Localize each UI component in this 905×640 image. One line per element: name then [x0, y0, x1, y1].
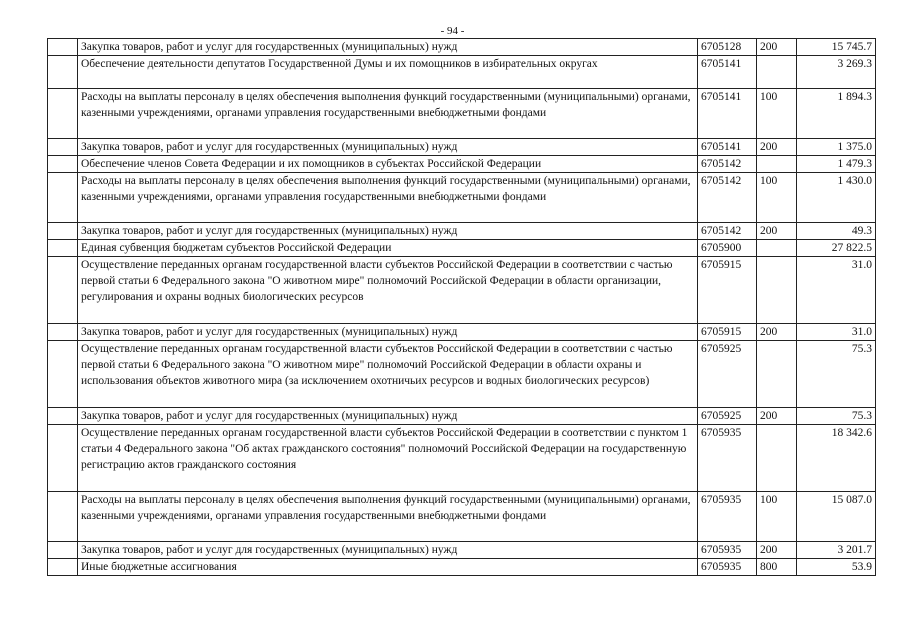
table-row [48, 408, 876, 425]
target-article-code-cell: 6705141 [698, 89, 757, 139]
target-article-code-cell: 6705142 [698, 156, 757, 173]
table-row [48, 425, 876, 492]
table-row [48, 324, 876, 341]
expense-name-cell: Расходы на выплаты персоналу в целях обеспечения выполнения функций государственными (муниципальными) органами, казенными учреждениями, органами управления государственными внебюджетными фондами [78, 89, 698, 139]
expense-name-cell: Осуществление переданных органам государственной власти субъектов Российской Федерации в соответствии с частью первой статьи 6 Федерального закона "О животном мире" полномочий Российской Федерации в области организации, регулирования и охраны водных биологических ресурсов [78, 257, 698, 324]
expense-type-cell: 200 [757, 542, 797, 559]
table-row [48, 156, 876, 173]
target-article-code-cell: 6705925 [698, 408, 757, 425]
expense-name-cell: Обеспечение деятельности депутатов Государственной Думы и их помощников в избирательных округах [78, 56, 698, 89]
row-blank-cell [48, 139, 78, 156]
page-number: - 94 - [440, 25, 465, 37]
row-blank-cell [48, 341, 78, 408]
table-row [48, 223, 876, 240]
table-row [48, 542, 876, 559]
amount-cell: 31.0 [797, 257, 876, 324]
table-row [48, 89, 876, 139]
expense-name-cell: Единая субвенция бюджетам субъектов Российской Федерации [78, 240, 698, 257]
expense-name-cell: Закупка товаров, работ и услуг для государственных (муниципальных) нужд [78, 39, 698, 56]
expense-name-cell: Осуществление переданных органам государственной власти субъектов Российской Федерации в соответствии с пунктом 1 статьи 4 Федерального закона "Об актах гражданского состояния" полномочий Российской Федерации на государственную регистрацию актов гражданского состояния [78, 425, 698, 492]
target-article-code-cell: 6705935 [698, 559, 757, 576]
amount-cell: 27 822.5 [797, 240, 876, 257]
target-article-code-cell: 6705142 [698, 173, 757, 223]
table-row [48, 56, 876, 89]
table-row [48, 39, 876, 56]
expense-type-cell: 800 [757, 559, 797, 576]
amount-cell: 1 430.0 [797, 173, 876, 223]
amount-cell: 3 269.3 [797, 56, 876, 89]
table-row [48, 559, 876, 576]
expense-name-cell: Закупка товаров, работ и услуг для государственных (муниципальных) нужд [78, 223, 698, 240]
expense-type-cell: 200 [757, 39, 797, 56]
expense-type-cell: 100 [757, 173, 797, 223]
amount-cell: 75.3 [797, 408, 876, 425]
amount-cell: 49.3 [797, 223, 876, 240]
amount-cell: 3 201.7 [797, 542, 876, 559]
row-blank-cell [48, 542, 78, 559]
expense-name-cell: Закупка товаров, работ и услуг для государственных (муниципальных) нужд [78, 408, 698, 425]
amount-cell: 18 342.6 [797, 425, 876, 492]
amount-cell: 1 479.3 [797, 156, 876, 173]
expense-name-cell: Закупка товаров, работ и услуг для государственных (муниципальных) нужд [78, 139, 698, 156]
amount-cell: 31.0 [797, 324, 876, 341]
expense-type-cell: 100 [757, 492, 797, 542]
expense-name-cell: Закупка товаров, работ и услуг для государственных (муниципальных) нужд [78, 542, 698, 559]
row-blank-cell [48, 257, 78, 324]
table-row [48, 240, 876, 257]
target-article-code-cell: 6705915 [698, 324, 757, 341]
row-blank-cell [48, 559, 78, 576]
target-article-code-cell: 6705900 [698, 240, 757, 257]
row-blank-cell [48, 324, 78, 341]
target-article-code-cell: 6705141 [698, 139, 757, 156]
row-blank-cell [48, 492, 78, 542]
expense-name-cell: Расходы на выплаты персоналу в целях обеспечения выполнения функций государственными (муниципальными) органами, казенными учреждениями, органами управления государственными внебюджетными фондами [78, 173, 698, 223]
table-row [48, 173, 876, 223]
target-article-code-cell: 6705935 [698, 492, 757, 542]
amount-cell: 75.3 [797, 341, 876, 408]
budget-table-body [48, 39, 876, 576]
expense-type-cell [757, 240, 797, 257]
row-blank-cell [48, 408, 78, 425]
row-blank-cell [48, 425, 78, 492]
amount-cell: 15 745.7 [797, 39, 876, 56]
expense-type-cell [757, 257, 797, 324]
expense-type-cell: 200 [757, 324, 797, 341]
row-blank-cell [48, 89, 78, 139]
target-article-code-cell: 6705935 [698, 542, 757, 559]
target-article-code-cell: 6705128 [698, 39, 757, 56]
row-blank-cell [48, 223, 78, 240]
expense-name-cell: Иные бюджетные ассигнования [78, 559, 698, 576]
row-blank-cell [48, 56, 78, 89]
amount-cell: 53.9 [797, 559, 876, 576]
expense-type-cell [757, 425, 797, 492]
amount-cell: 1 375.0 [797, 139, 876, 156]
row-blank-cell [48, 39, 78, 56]
target-article-code-cell: 6705925 [698, 341, 757, 408]
expense-type-cell: 200 [757, 139, 797, 156]
table-row [48, 492, 876, 542]
expense-name-cell: Расходы на выплаты персоналу в целях обеспечения выполнения функций государственными (муниципальными) органами, казенными учреждениями, органами управления государственными внебюджетными фондами [78, 492, 698, 542]
expense-type-cell: 200 [757, 223, 797, 240]
row-blank-cell [48, 173, 78, 223]
target-article-code-cell: 6705142 [698, 223, 757, 240]
expense-type-cell: 100 [757, 89, 797, 139]
target-article-code-cell: 6705141 [698, 56, 757, 89]
target-article-code-cell: 6705915 [698, 257, 757, 324]
amount-cell: 15 087.0 [797, 492, 876, 542]
target-article-code-cell: 6705935 [698, 425, 757, 492]
table-row [48, 139, 876, 156]
table-row [48, 257, 876, 324]
table-row [48, 341, 876, 408]
amount-cell: 1 894.3 [797, 89, 876, 139]
budget-table [47, 38, 876, 576]
row-blank-cell [48, 240, 78, 257]
row-blank-cell [48, 156, 78, 173]
expense-type-cell: 200 [757, 408, 797, 425]
expense-name-cell: Осуществление переданных органам государственной власти субъектов Российской Федерации в соответствии с частью первой статьи 6 Федерального закона "О животном мире" полномочий Российской Федерации в области охраны и использования объектов животного мира (за исключением охотничьих ресурсов и водных биологических ресурсов) [78, 341, 698, 408]
expense-name-cell: Обеспечение членов Совета Федерации и их помощников в субъектах Российской Федерации [78, 156, 698, 173]
expense-type-cell [757, 156, 797, 173]
expense-type-cell [757, 56, 797, 89]
expense-name-cell: Закупка товаров, работ и услуг для государственных (муниципальных) нужд [78, 324, 698, 341]
expense-type-cell [757, 341, 797, 408]
